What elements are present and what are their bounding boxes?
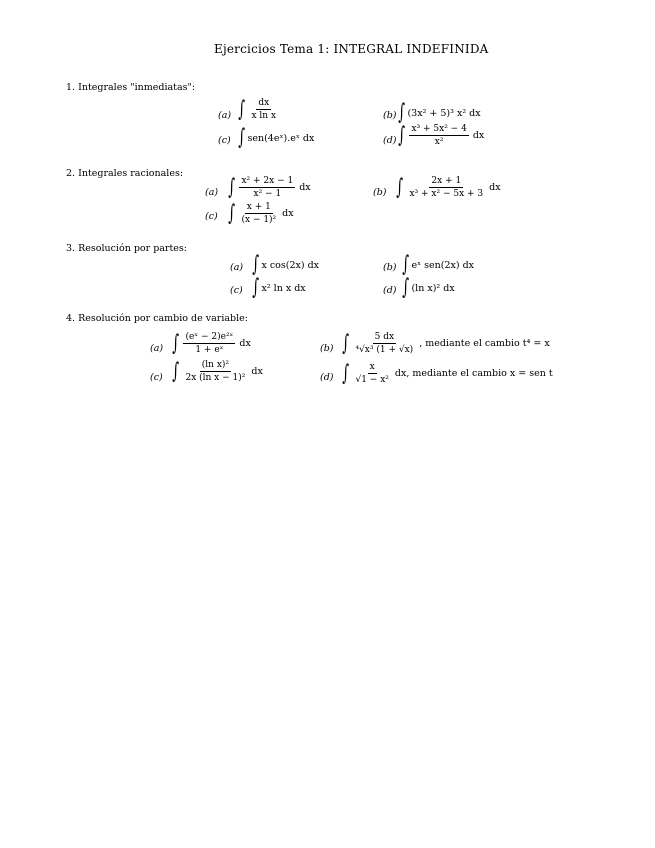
- integral-expression: [402, 277, 455, 299]
- item-label: (d): [320, 372, 334, 383]
- integral-expression: [172, 332, 251, 355]
- integral-expression: [342, 362, 553, 385]
- differential: dx: [282, 208, 294, 219]
- item-label: (d): [383, 135, 397, 146]
- integral-expression: [398, 124, 484, 147]
- differential: dx: [299, 182, 311, 193]
- integral-sign: ∫: [402, 275, 410, 300]
- integral-sign: ∫: [398, 100, 406, 125]
- item-label: (b): [320, 343, 334, 354]
- integral-sign: ∫: [172, 330, 180, 356]
- integral-sign: ∫: [342, 360, 350, 386]
- denominator: x ln x: [251, 111, 277, 121]
- integral-expression: [402, 254, 474, 276]
- section-heading-4: 4. Resolución por cambio de variable:: [66, 313, 248, 324]
- integral-sign: ∫: [252, 275, 260, 300]
- section-heading-2: 2. Integrales racionales:: [66, 168, 184, 179]
- integral-sign: ∫: [238, 125, 246, 150]
- denominator: 1 + eˣ: [195, 345, 224, 355]
- integral-expression: [228, 176, 311, 199]
- denominator: ⁴√x³ (1 + √x): [355, 345, 414, 355]
- denominator: √1 − x²: [355, 375, 389, 385]
- integral-sign: ∫: [342, 330, 350, 356]
- integral-sign: ∫: [402, 252, 410, 277]
- numerator: (eˣ − 2)e²ˣ: [185, 332, 234, 342]
- integral-expression: [342, 332, 550, 355]
- denominator: x³ + x² − 5x + 3: [409, 189, 484, 199]
- integral-sign: ∫: [228, 174, 236, 200]
- differential: dx: [489, 182, 501, 193]
- numerator: x² + 2x − 1: [241, 176, 294, 186]
- integrand: (3x² + 5)³ x² dx: [407, 107, 481, 119]
- integral-sign: ∫: [238, 96, 246, 122]
- numerator: x + 1: [246, 202, 271, 212]
- integrand: (ln x)² dx: [411, 282, 455, 294]
- differential: dx: [251, 366, 263, 377]
- item-label: (c): [230, 285, 243, 296]
- item-label: (b): [383, 110, 397, 121]
- item-label: (c): [218, 135, 231, 146]
- substitution-note: , mediante el cambio t⁴ = x: [419, 338, 550, 349]
- integral-expression: [172, 360, 263, 383]
- integral-expression: [238, 98, 280, 121]
- numerator: 5 dx: [374, 332, 395, 342]
- differential: dx: [239, 338, 251, 349]
- integral-expression: [228, 202, 294, 225]
- item-label: (a): [230, 262, 244, 273]
- numerator: 2x + 1: [431, 176, 462, 186]
- denominator: (x − 1)²: [241, 215, 277, 225]
- integral-sign: ∫: [398, 122, 406, 148]
- item-label: (b): [373, 187, 387, 198]
- item-label: (a): [218, 110, 232, 121]
- denominator: 2x (ln x − 1)²: [185, 373, 246, 383]
- item-label: (b): [383, 262, 397, 273]
- integral-expression: [238, 127, 314, 149]
- integrand: eˣ sen(2x) dx: [411, 259, 475, 271]
- integral-sign: ∫: [252, 252, 260, 277]
- numerator: x: [369, 362, 375, 372]
- integrand: sen(4eˣ).eˣ dx: [247, 132, 315, 144]
- integral-expression: [252, 277, 306, 299]
- item-label: (c): [205, 211, 218, 222]
- section-heading-1: 1. Integrales "inmediatas":: [66, 82, 196, 93]
- numerator: (ln x)²: [201, 360, 230, 370]
- page-title: Ejercicios Tema 1: INTEGRAL INDEFINIDA: [214, 42, 489, 56]
- differential: dx: [472, 130, 485, 141]
- integral-sign: ∫: [172, 358, 180, 384]
- integral-sign: ∫: [396, 174, 404, 200]
- item-label: (a): [150, 343, 164, 354]
- substitution-note: dx, mediante el cambio x = sen t: [394, 368, 553, 379]
- item-label: (a): [205, 187, 219, 198]
- denominator: x²: [434, 137, 444, 147]
- integrand: x cos(2x) dx: [261, 259, 320, 271]
- item-label: (d): [383, 285, 397, 296]
- integral-expression: [398, 102, 481, 124]
- integrand: x² ln x dx: [261, 282, 306, 294]
- numerator: dx: [258, 98, 270, 108]
- numerator: x³ + 5x² − 4: [411, 124, 467, 134]
- integral-expression: [396, 176, 501, 199]
- integral-sign: ∫: [228, 200, 236, 226]
- denominator: x² − 1: [253, 189, 282, 199]
- section-heading-3: 3. Resolución por partes:: [66, 243, 187, 254]
- integral-expression: [252, 254, 319, 276]
- item-label: (c): [150, 372, 163, 383]
